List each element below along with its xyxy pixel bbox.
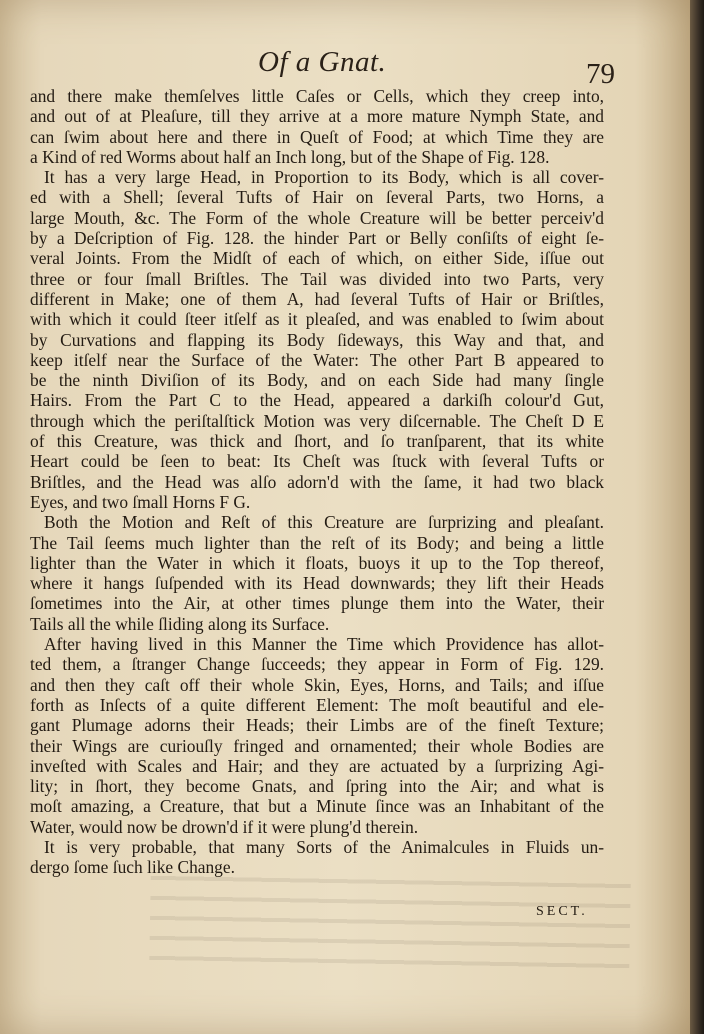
body-text [30, 86, 604, 878]
text-line: through which the periſtalſtick Motion was very diſcernable. The Cheſt D E [30, 410, 604, 431]
page-edge [690, 0, 704, 1034]
text-line: It has a very large Head, in Proportion to its Body, which is all cover- [44, 167, 604, 188]
text-line: After having lived in this Manner the Time which Providence has allot- [44, 634, 604, 655]
text-line: lighter than the Water in which it floats, buoys it up to the Top thereof, [30, 552, 604, 573]
text-line: gant Plumage adorns their Heads; their Limbs are of the fineſt Texture; [30, 715, 604, 736]
text-line: Water, would now be drown'd if it were plung'd therein. [30, 816, 419, 837]
text-line: inveſted with Scales and Hair; and they are actuated by a ſurprizing Agi- [30, 755, 604, 776]
text-line: Eyes, and two ſmall Horns F G. [30, 491, 251, 512]
text-line: Tails all the while ſliding along its Surface. [30, 613, 330, 634]
text-line: ſometimes into the Air, at other times plunge them into the Water, their [30, 593, 604, 614]
page-number: 79 [586, 58, 615, 90]
text-line: Briſtles, and the Head was alſo adorn'd with the ſame, it had two black [30, 471, 604, 492]
text-line: be the ninth Diviſion of its Body, and on each Side had many ſingle [30, 370, 604, 391]
catchword: SECT. [536, 904, 588, 919]
bleed-through-text [149, 864, 631, 982]
text-line: of this Creature, was thick and ſhort, and ſo tranſparent, that its white [30, 431, 604, 452]
text-line: The Tail ſeems much lighter than the reſt of its Body; and being a little [30, 532, 604, 553]
text-line: veral Joints. From the Midſt of each of which, on either Side, iſſue out [30, 248, 604, 269]
text-line: Hairs. From the Part C to the Head, appeared a darkiſh colour'd Gut, [30, 390, 604, 411]
text-line: a Kind of red Worms about half an Inch long, but of the Shape of Fig. 128. [30, 146, 550, 167]
text-line: and there make themſelves little Caſes or Cells, which they creep into, [30, 86, 604, 106]
text-line: Both the Motion and Reſt of this Creature are ſurprizing and pleaſant. [44, 512, 604, 533]
text-line: three or four ſmall Briſtles. The Tail was divided into two Parts, very [30, 268, 604, 289]
text-line: It is very probable, that many Sorts of the Animalcules in Fluids un- [44, 836, 604, 857]
text-line: lity; in ſhort, they become Gnats, and ſpring into the Air; and what is [30, 776, 604, 797]
paragraph [30, 86, 604, 167]
text-line: Heart could be ſeen to beat: Its Cheſt was ſtuck with ſeveral Tufts or [30, 451, 604, 472]
text-line: with which it could ſteer itſelf as it pleaſed, and was enabled to ſwim about [30, 309, 604, 330]
text-line: by Curvations and flapping its Body ſideways, this Way and that, and [30, 329, 604, 350]
text-line: by a Deſcription of Fig. 128. the hinder Part or Belly conſiſts of eight ſe- [30, 228, 604, 249]
paragraph [30, 512, 604, 634]
text-line: large Mouth, &c. The Form of the whole Creature will be better perceiv'd [30, 207, 604, 228]
text-line: dergo ſome ſuch like Change. [30, 857, 235, 878]
paragraph [30, 167, 604, 512]
paragraph [30, 837, 604, 878]
text-line: where it hangs ſuſpended with its Head downwards; they lift their Heads [30, 573, 604, 594]
text-line: can ſwim about here and there in Queſt of Food; at which Time they are [30, 126, 604, 147]
text-line: ed with a Shell; ſeveral Tufts of Hair on ſeveral Parts, two Horns, a [30, 187, 604, 208]
running-head-title: Of a Gnat. [258, 46, 387, 78]
text-line: and out of at Pleaſure, till they arrive at a more mature Nymph State, and [30, 106, 604, 127]
text-line: different in Make; one of them A, had ſeveral Tufts of Hair or Briſtles, [30, 288, 604, 309]
text-line: forth as Inſects of a quite different Element: The moſt beautiful and ele- [30, 694, 604, 715]
text-line: ted them, a ſtranger Change ſucceeds; they appear in Form of Fig. 129. [30, 654, 604, 675]
text-line: their Wings are curiouſly fringed and ornamented; their whole Bodies are [30, 735, 604, 756]
running-head [0, 46, 690, 90]
paragraph [30, 634, 604, 837]
text-line: moſt amazing, a Creature, that but a Minute ſince was an Inhabitant of the [30, 796, 604, 817]
text-line: and then they caſt off their whole Skin, Eyes, Horns, and Tails; and iſſue [30, 674, 604, 695]
text-line: keep itſelf near the Surface of the Water: The other Part B appeared to [30, 349, 604, 370]
